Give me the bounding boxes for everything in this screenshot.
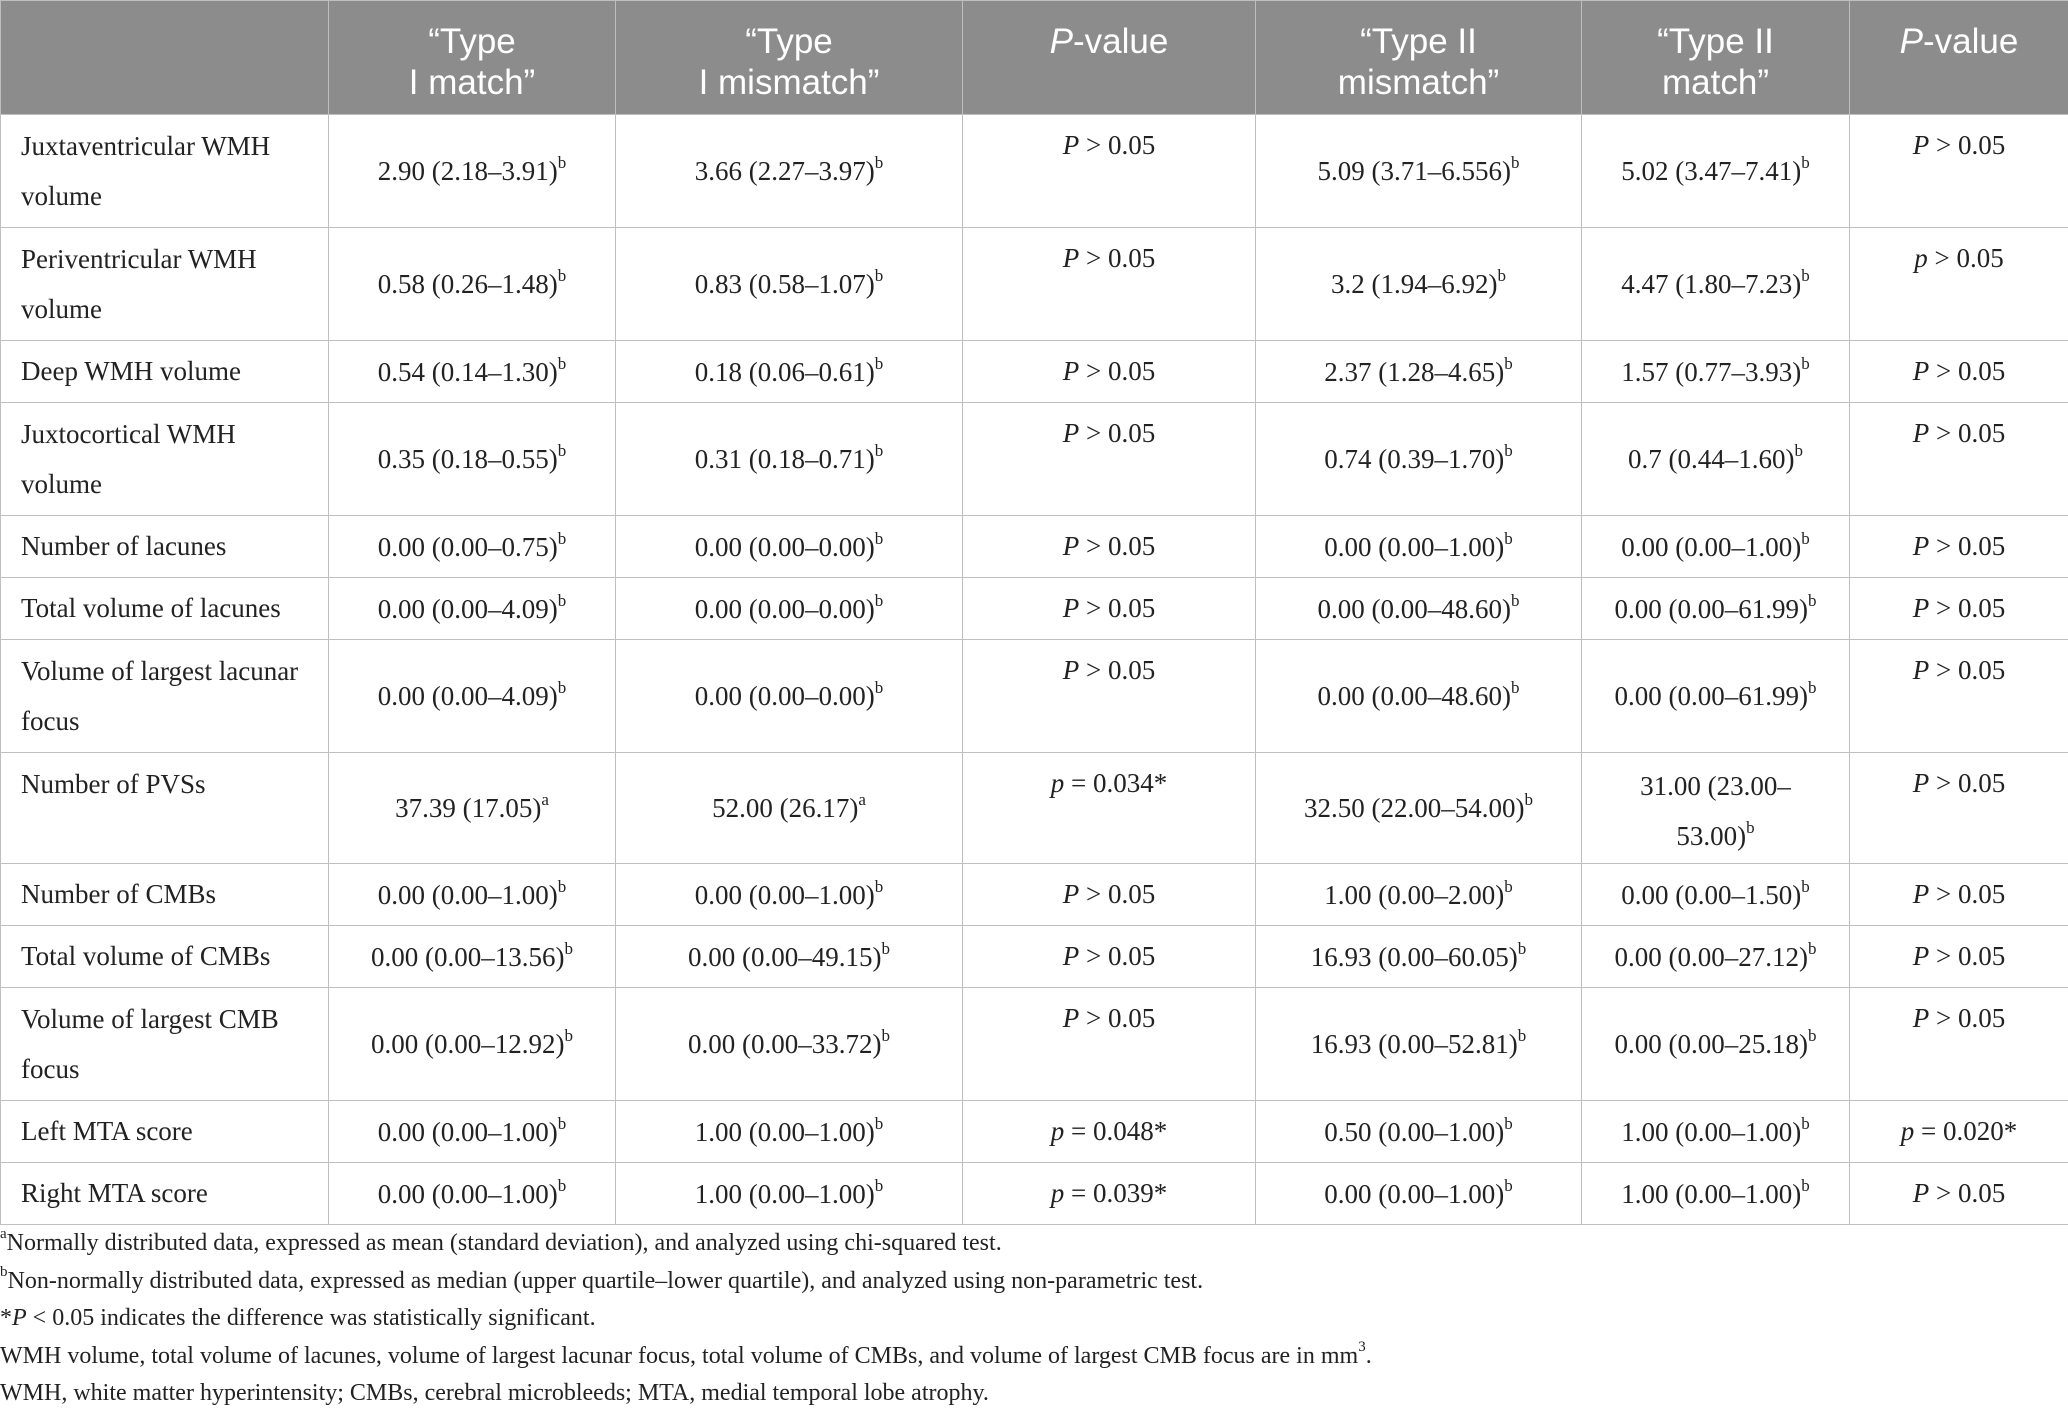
table-footnotes <box>0 1225 2068 1413</box>
cell-type2-mismatch: 0.00 $(0.00-48.60)^b$ <box>1256 640 1582 753</box>
table-row <box>1 640 2068 753</box>
cell-p-value-1: p = 0.039* <box>963 1163 1256 1225</box>
cell-type1-match: 0.00 $(0.00-0.75)^b$ <box>329 516 616 578</box>
row-label: Number of CMBs <box>1 864 329 926</box>
cell-type2-mismatch: 1.00 $(0.00-2.00)^b$ <box>1256 864 1582 926</box>
cell-type1-mismatch: 0.18 $(0.06-0.61)^b$ <box>616 341 963 403</box>
cell-type1-mismatch: 1.00 $(0.00-1.00)^b$ <box>616 1101 963 1163</box>
header-p-value-2: P-value <box>1850 1 2068 115</box>
cell-type1-match: 0.00 $(0.00-13.56)^b$ <box>329 926 616 988</box>
cell-type1-match: 0.00 $(0.00-1.00)^b$ <box>329 864 616 926</box>
cell-type2-mismatch: 2.37 $(1.28-4.65)^b$ <box>1256 341 1582 403</box>
cell-p-value-1: P > 0.05 <box>963 228 1256 341</box>
row-label: Left MTA score <box>1 1101 329 1163</box>
cell-type1-mismatch: 0.83 $(0.58-1.07)^b$ <box>616 228 963 341</box>
cell-type2-mismatch: 0.00 $(0.00-1.00)^b$ <box>1256 516 1582 578</box>
cell-p-value-1: p = 0.048* <box>963 1101 1256 1163</box>
row-label: Periventricular WMH volume <box>1 228 329 341</box>
cell-p-value-2: P > 0.05 <box>1850 640 2068 753</box>
cell-type2-mismatch: 0.00 $(0.00-1.00)^b$ <box>1256 1163 1582 1225</box>
cell-type2-match: 1.00 $(0.00-1.00)^b$ <box>1582 1163 1850 1225</box>
cell-type1-match: 0.00 $(0.00-4.09)^b$ <box>329 578 616 640</box>
cell-p-value-2: P > 0.05 <box>1850 403 2068 516</box>
cell-p-value-1: P > 0.05 <box>963 864 1256 926</box>
cell-type1-mismatch: 0.00 $(0.00-1.00)^b$ <box>616 864 963 926</box>
table-row <box>1 578 2068 640</box>
cell-type2-mismatch: 32.50 $(22.00-54.00)^b$ <box>1256 753 1582 864</box>
cell-type2-match: 0.00 $(0.00-27.12)^b$ <box>1582 926 1850 988</box>
table-row <box>1 753 2068 864</box>
cell-type2-match: 31.00 $(23.00-53.00)^b$ <box>1582 753 1850 864</box>
cell-p-value-2: P > 0.05 <box>1850 988 2068 1101</box>
cell-p-value-1: P > 0.05 <box>963 403 1256 516</box>
cell-p-value-2: P > 0.05 <box>1850 926 2068 988</box>
row-label: Volume of largest CMB focus <box>1 988 329 1101</box>
cell-p-value-2: P > 0.05 <box>1850 753 2068 864</box>
header-type2-mismatch: “Type II mismatch” <box>1256 1 1582 115</box>
table-row <box>1 115 2068 228</box>
cell-type1-mismatch: 0.00 $(0.00-0.00)^b$ <box>616 578 963 640</box>
cell-type2-mismatch: 16.93 $(0.00-52.81)^b$ <box>1256 988 1582 1101</box>
row-label: Right MTA score <box>1 1163 329 1225</box>
cell-p-value-2: p > 0.05 <box>1850 228 2068 341</box>
table-row <box>1 228 2068 341</box>
cell-type2-match: 0.00 $(0.00-25.18)^b$ <box>1582 988 1850 1101</box>
cell-type1-match: 0.35 $(0.18-0.55)^b$ <box>329 403 616 516</box>
table-row <box>1 1163 2068 1225</box>
cell-p-value-2: P > 0.05 <box>1850 578 2068 640</box>
footnote-b: $^b$Non-normally distributed data, expressed as median (upper quartile–lower quartile), and analyzed using non-parametric test. <box>0 1263 1204 1294</box>
cell-p-value-2: P > 0.05 <box>1850 341 2068 403</box>
cell-type2-mismatch: 16.93 $(0.00-60.05)^b$ <box>1256 926 1582 988</box>
header-type1-match: “Type I match” <box>329 1 616 115</box>
cell-type2-match: 0.00 $(0.00-1.00)^b$ <box>1582 516 1850 578</box>
cell-type2-mismatch: 0.74 $(0.39-1.70)^b$ <box>1256 403 1582 516</box>
cell-type1-mismatch: 52.00 $(26.17)^a$ <box>616 753 963 864</box>
row-label: Total volume of CMBs <box>1 926 329 988</box>
header-type2-match: “Type II match” <box>1582 1 1850 115</box>
cell-p-value-1: P > 0.05 <box>963 926 1256 988</box>
cell-type2-match: 1.57 $(0.77-3.93)^b$ <box>1582 341 1850 403</box>
cell-type1-mismatch: 1.00 $(0.00-1.00)^b$ <box>616 1163 963 1225</box>
cell-type2-mismatch: 5.09 $(3.71-6.556)^b$ <box>1256 115 1582 228</box>
cell-p-value-1: P > 0.05 <box>963 516 1256 578</box>
row-label: Total volume of lacunes <box>1 578 329 640</box>
cell-type2-match: 0.7 $(0.44-1.60)^b$ <box>1582 403 1850 516</box>
cell-type1-match: 0.00 $(0.00-1.00)^b$ <box>329 1163 616 1225</box>
cell-type1-mismatch: 0.00 $(0.00-0.00)^b$ <box>616 516 963 578</box>
cell-type2-mismatch: 3.2 $(1.94-6.92)^b$ <box>1256 228 1582 341</box>
cell-type2-match: 0.00 $(0.00-61.99)^b$ <box>1582 578 1850 640</box>
cell-type2-match: 0.00 $(0.00-61.99)^b$ <box>1582 640 1850 753</box>
header-label-col <box>1 1 329 115</box>
cell-p-value-1: P > 0.05 <box>963 988 1256 1101</box>
table-row <box>1 988 2068 1101</box>
cell-p-value-2: P > 0.05 <box>1850 516 2068 578</box>
table-row <box>1 403 2068 516</box>
cell-type2-match: 1.00 $(0.00-1.00)^b$ <box>1582 1101 1850 1163</box>
cell-type1-match: 0.54 $(0.14-1.30)^b$ <box>329 341 616 403</box>
cell-type1-mismatch: 0.00 $(0.00-49.15)^b$ <box>616 926 963 988</box>
cell-p-value-1: P > 0.05 <box>963 578 1256 640</box>
row-label: Number of lacunes <box>1 516 329 578</box>
cell-p-value-2: P > 0.05 <box>1850 1163 2068 1225</box>
cell-p-value-1: P > 0.05 <box>963 115 1256 228</box>
table-row <box>1 516 2068 578</box>
row-label: Volume of largest lacunar focus <box>1 640 329 753</box>
cell-type1-match: 0.00 $(0.00-12.92)^b$ <box>329 988 616 1101</box>
header-p-value-1: P-value <box>963 1 1256 115</box>
cell-type1-match: 2.90 $(2.18-3.91)^b$ <box>329 115 616 228</box>
cell-type1-mismatch: 0.00 $(0.00-33.72)^b$ <box>616 988 963 1101</box>
cell-type1-match: 0.00 $(0.00-4.09)^b$ <box>329 640 616 753</box>
cell-type2-match: 0.00 $(0.00-1.50)^b$ <box>1582 864 1850 926</box>
footnote-units: WMH volume, total volume of lacunes, volume of largest lacunar focus, total volume of CMBs, and volume of largest CMB focus are in $mm^3$. <box>0 1338 1372 1369</box>
cell-p-value-2: P > 0.05 <box>1850 864 2068 926</box>
cell-type2-match: 5.02 $(3.47-7.41)^b$ <box>1582 115 1850 228</box>
table-row <box>1 1101 2068 1163</box>
cell-type2-mismatch: 0.50 $(0.00-1.00)^b$ <box>1256 1101 1582 1163</box>
cell-p-value-2: p = 0.020* <box>1850 1101 2068 1163</box>
row-label: Juxtocortical WMH volume <box>1 403 329 516</box>
footnote-a: $^a$Normally distributed data, expressed as mean (standard deviation), and analyzed using chi-squared test. <box>0 1226 1002 1256</box>
cell-p-value-1: p = 0.034* <box>963 753 1256 864</box>
cell-type1-match: 37.39 $(17.05)^a$ <box>329 753 616 864</box>
header-type1-mismatch: “Type I mismatch” <box>616 1 963 115</box>
footnote-significance: *P < 0.05 indicates the difference was statistically significant. <box>0 1305 596 1331</box>
cell-type1-match: 0.00 $(0.00-1.00)^b$ <box>329 1101 616 1163</box>
header-row <box>1 1 2068 115</box>
row-label: Juxtaventricular WMH volume <box>1 115 329 228</box>
table-row <box>1 864 2068 926</box>
cell-type1-mismatch: 3.66 $(2.27-3.97)^b$ <box>616 115 963 228</box>
cell-type1-mismatch: 0.00 $(0.00-0.00)^b$ <box>616 640 963 753</box>
cell-p-value-1: P > 0.05 <box>963 640 1256 753</box>
cell-type1-mismatch: 0.31 $(0.18-0.71)^b$ <box>616 403 963 516</box>
row-label: Deep WMH volume <box>1 341 329 403</box>
cell-type2-match: 4.47 $(1.80-7.23)^b$ <box>1582 228 1850 341</box>
cell-type2-mismatch: 0.00 $(0.00-48.60)^b$ <box>1256 578 1582 640</box>
cell-p-value-2: P > 0.05 <box>1850 115 2068 228</box>
cell-p-value-1: P > 0.05 <box>963 341 1256 403</box>
footnote-abbreviations: WMH, white matter hyperintensity; CMBs, cerebral microbleeds; MTA, medial temporal lobe atrophy. <box>0 1380 989 1406</box>
cell-type1-match: 0.58 $(0.26-1.48)^b$ <box>329 228 616 341</box>
table-row <box>1 341 2068 403</box>
row-label: Number of PVSs <box>1 753 329 864</box>
table-row <box>1 926 2068 988</box>
